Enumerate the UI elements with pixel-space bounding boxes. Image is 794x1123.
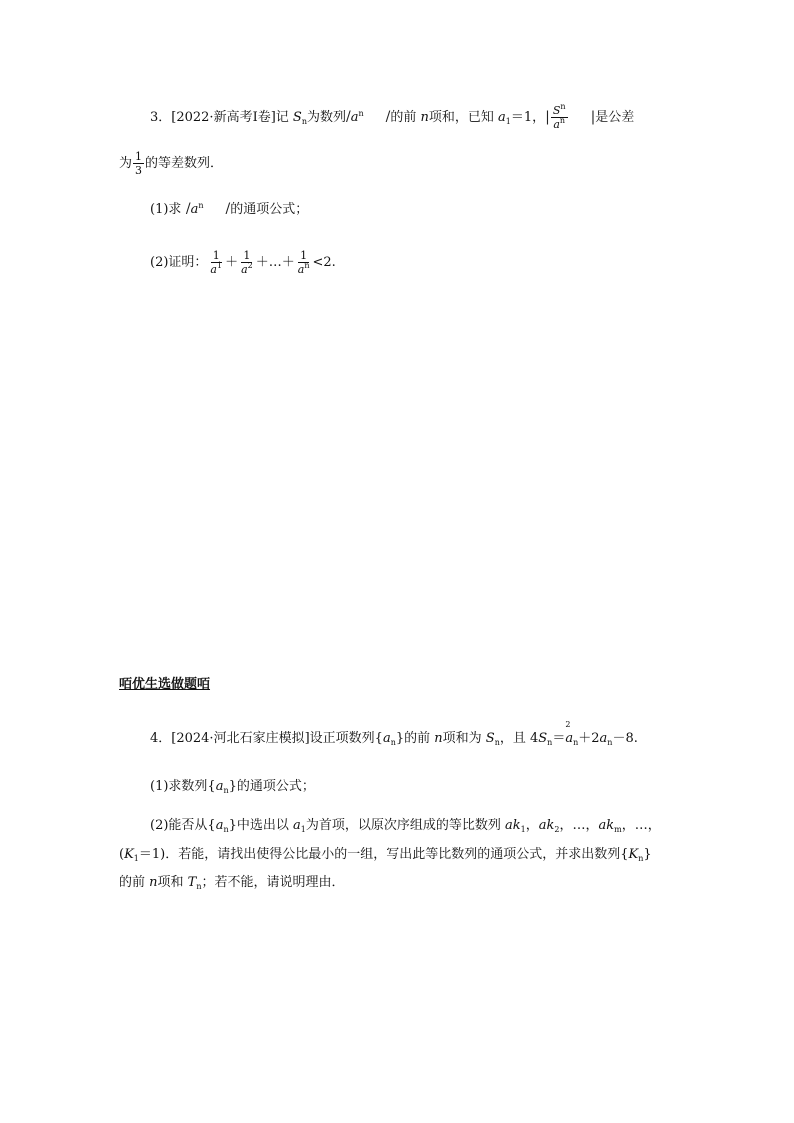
fraction-1-over-an: $\frac{1}{a^n}$ — [297, 249, 310, 276]
q4-part-2-line-2: $(K_1=1)$．若能，请找出使得公比最小的一组，写出此等比数列的通项公式，并求出数列$\{K_n\}$ — [119, 847, 652, 863]
q4-source: [2024·河北石家庄模拟] — [171, 731, 310, 746]
section-heading: 咟优生选做题咟 — [119, 677, 211, 692]
q3-line-1: 3．[2022·新高考Ⅰ卷]记 $S_n$为数列$/a^n$ /的前 n项和，已知 $a_1=1$，| $\frac{S^n}{a^n}$ |是公差 — [150, 102, 635, 131]
q3-line-2: 为 $\frac{1}{3}$ 的等差数列． — [119, 150, 224, 177]
q4-number: 4． — [150, 731, 172, 746]
q4-line-1: 4．[2024·河北石家庄模拟]设正项数列$\{a_n\}$的前 n项和为 $S_n$，且 $4S_n=$ 2 $a_n+2a_n-8$. — [150, 720, 638, 747]
q4-part-2-line-3: 的前 n项和 $T_n$；若不能，请说明理由． — [119, 875, 345, 891]
fraction-1-over-a1: $\frac{1}{a^1}$ — [210, 249, 223, 276]
q3-source: [2022·新高考Ⅰ卷] — [171, 110, 276, 125]
q3-part-2: (2)证明： $\frac{1}{a^1}$ ＋ $\frac{1}{a^2}$ ＋…＋ $\frac{1}{a^n}$ <2. — [150, 249, 336, 276]
q3-number: 3． — [150, 110, 172, 125]
q3-part-1: (1)求 $/a^n$ /的通项公式； — [150, 201, 309, 217]
q4-part-1: (1)求数列$\{a_n\}$的通项公式； — [150, 779, 315, 795]
one-third-fraction: $\frac{1}{3}$ — [135, 150, 143, 177]
q4-part-2-line-1: (2)能否从$\{a_n\}$中选出以 $a_1$为首项，以原次序组成的等比数列 $ak_1$，$ak_2$，…，$ak_m$，…， — [150, 818, 661, 834]
fraction-1-over-a2: $\frac{1}{a^2}$ — [241, 249, 253, 276]
q3-ratio-fraction: $\frac{S^n}{a^n}$ — [552, 102, 566, 131]
